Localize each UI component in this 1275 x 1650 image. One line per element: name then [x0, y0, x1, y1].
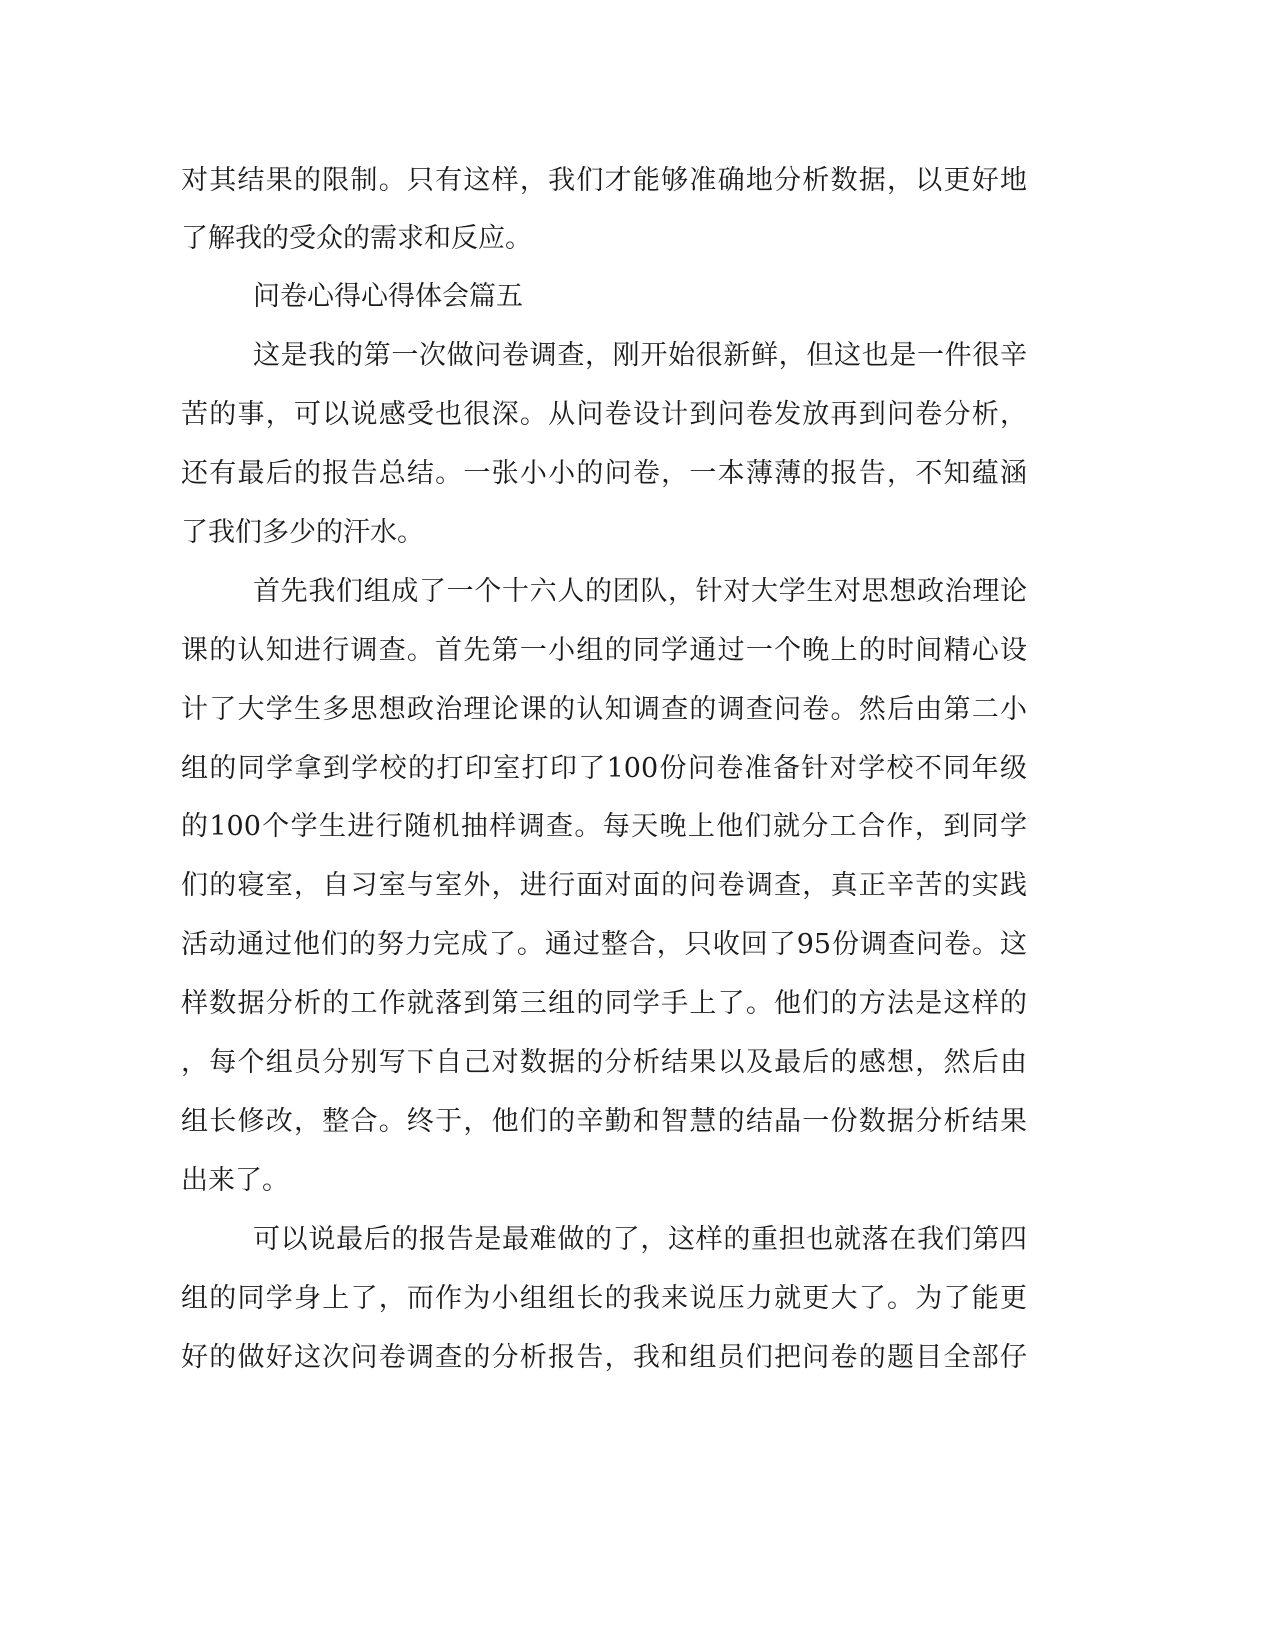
text-line: 出来了。 [181, 1165, 289, 1196]
text-line: 还有最后的报告总结。一张小小的问卷，一本薄薄的报告，不知蕴涵 [181, 458, 1027, 489]
text-line: 好的做好这次问卷调查的分析报告，我和组员们把问卷的题目全部仔 [181, 1342, 1027, 1373]
text-line: 的100个学生进行随机抽样调查。每天晚上他们就分工合作，到同学 [181, 811, 1027, 842]
text-line: 首先我们组成了一个十六人的团队，针对大学生对思想政治理论 [253, 576, 1027, 607]
text-line: 这是我的第一次做问卷调查，刚开始很新鲜，但这也是一件很辛 [253, 340, 1027, 371]
text-line: 们的寝室，自习室与室外，进行面对面的问卷调查，真正辛苦的实践 [181, 870, 1027, 901]
text-line: 活动通过他们的努力完成了。通过整合，只收回了95份调查问卷。这 [181, 929, 1027, 960]
section-heading: 问卷心得心得体会篇五 [253, 281, 523, 312]
text-line: 样数据分析的工作就落到第三组的同学手上了。他们的方法是这样的 [181, 988, 1027, 1019]
text-line: 计了大学生多思想政治理论课的认知调查的调查问卷。然后由第二小 [181, 694, 1027, 725]
text-line: 了解我的受众的需求和反应。 [181, 223, 532, 254]
text-line: 可以说最后的报告是最难做的了，这样的重担也就落在我们第四 [253, 1224, 1027, 1255]
text-line: 对其结果的限制。只有这样，我们才能够准确地分析数据，以更好地 [181, 165, 1027, 196]
text-line: 苦的事，可以说感受也很深。从问卷设计到问卷发放再到问卷分析， [181, 399, 1027, 430]
text-line: 课的认知进行调查。首先第一小组的同学通过一个晚上的时间精心设 [181, 635, 1027, 666]
text-line: 了我们多少的汗水。 [181, 517, 424, 548]
text-line: ，每个组员分别写下自己对数据的分析结果以及最后的感想，然后由 [181, 1047, 1027, 1078]
text-line: 组长修改，整合。终于，他们的辛勤和智慧的结晶一份数据分析结果 [181, 1106, 1027, 1137]
text-line: 组的同学身上了，而作为小组组长的我来说压力就更大了。为了能更 [181, 1283, 1027, 1314]
text-line: 组的同学拿到学校的打印室打印了100份问卷准备针对学校不同年级 [181, 753, 1027, 784]
